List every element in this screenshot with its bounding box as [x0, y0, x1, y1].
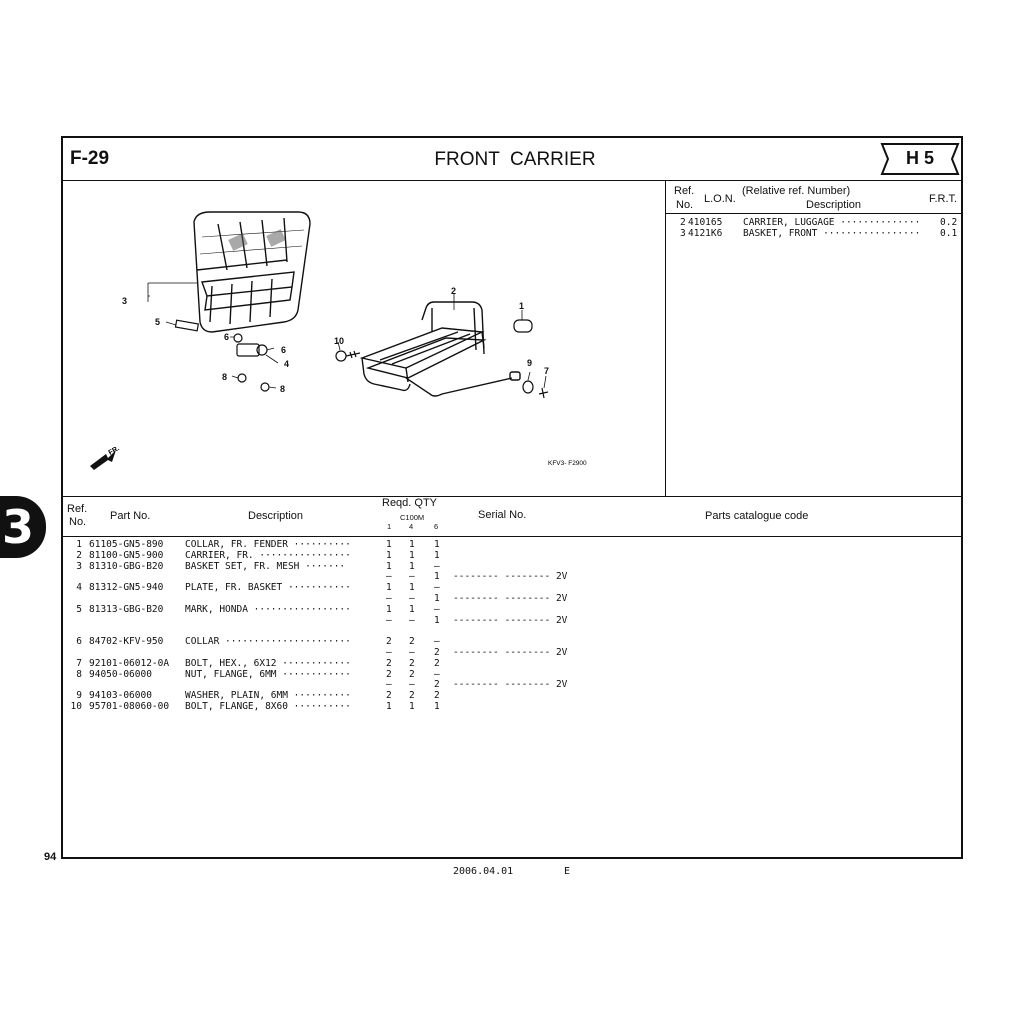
- parts-row-serial: -------- -------- 2V: [453, 571, 568, 583]
- parts-row-qty-1: 1: [386, 549, 392, 561]
- parts-row-ref: 3: [76, 560, 82, 572]
- parts-row-description: NUT, FLANGE, 6MM ············: [185, 668, 351, 680]
- parts-row-description: CARRIER, FR. ················: [185, 549, 351, 561]
- ref-row-lon: 410165: [688, 217, 723, 228]
- parts-row-description: COLLAR, FR. FENDER ··········: [185, 539, 351, 550]
- parts-header-col-6: 6: [434, 522, 439, 531]
- front-arrow-icon: [90, 445, 121, 470]
- parts-row-ref: 1: [76, 539, 82, 550]
- parts-row-qty-4: 1: [409, 603, 415, 615]
- ref-header-frt: F.R.T.: [929, 193, 958, 205]
- parts-header-serial: Serial No.: [478, 509, 527, 521]
- ref-header-relative: (Relative ref. Number): [742, 185, 851, 197]
- parts-row-qty-6: –: [434, 636, 440, 648]
- ref-header-description: Description: [806, 199, 862, 211]
- parts-row-qty-4: 1: [409, 560, 415, 572]
- page-title: FRONT CARRIER: [434, 149, 596, 170]
- exploded-parts-diagram: [62, 182, 664, 495]
- parts-row-qty-1: 2: [386, 657, 392, 669]
- parts-row-qty-4: 2: [409, 690, 415, 702]
- front-label: FR.: [107, 445, 121, 457]
- callout-7: 7: [544, 366, 550, 376]
- ref-header-no: No.: [676, 199, 694, 211]
- parts-row-qty-4: –: [409, 593, 415, 604]
- parts-row-qty-6: 2: [434, 690, 440, 702]
- callout-2: 2: [451, 286, 457, 296]
- callout-1: 1: [519, 301, 525, 311]
- parts-row-qty-1: –: [386, 679, 392, 691]
- header-divider: [61, 180, 963, 181]
- parts-row-qty-4: 1: [409, 701, 415, 712]
- section-tab: [0, 496, 46, 558]
- parts-row-qty-6: 1: [434, 549, 440, 561]
- parts-row-qty-6: 1: [434, 539, 440, 550]
- parts-row-part-no: 94050-06000: [89, 668, 152, 680]
- parts-row-qty-6: 2: [434, 647, 440, 658]
- parts-row-part-no: 94103-06000: [89, 690, 152, 702]
- parts-row-part-no: 81313-GBG-B20: [89, 603, 164, 615]
- parts-row-qty-1: –: [386, 571, 392, 583]
- parts-row-part-no: 81100-GN5-900: [89, 549, 164, 561]
- parts-row-qty-4: 1: [409, 539, 415, 550]
- ref-header-ref: Ref.: [674, 185, 695, 197]
- parts-row-part-no: 61105-GN5-890: [89, 539, 164, 550]
- parts-row-qty-6: –: [434, 603, 440, 615]
- footer-code: E: [564, 866, 571, 877]
- parts-row-qty-4: 1: [409, 549, 415, 561]
- parts-header-ref: Ref.: [67, 503, 88, 515]
- parts-header-description: Description: [248, 510, 304, 522]
- parts-row-qty-1: –: [386, 593, 392, 604]
- parts-row-qty-4: 2: [409, 657, 415, 669]
- parts-row-description: BOLT, HEX., 6X12 ············: [185, 657, 351, 669]
- carrier-drawing: [362, 302, 520, 396]
- parts-row-qty-1: 1: [386, 701, 392, 712]
- parts-row-description: BASKET SET, FR. MESH ·······: [185, 560, 346, 572]
- callout-8a: 8: [222, 372, 228, 382]
- section-badge: H 5: [905, 148, 934, 168]
- ref-row-lon: 4121K6: [688, 228, 723, 239]
- parts-header-model: C100M: [400, 513, 425, 522]
- parts-row-serial: -------- -------- 2V: [453, 593, 568, 604]
- parts-row-part-no: 81312-GN5-940: [89, 582, 164, 594]
- parts-header-reqd-qty: Reqd. QTY: [382, 497, 438, 509]
- diagram-table-divider: [665, 180, 666, 496]
- parts-row-qty-1: 2: [386, 690, 392, 702]
- parts-row-qty-6: –: [434, 582, 440, 594]
- parts-row-serial: -------- -------- 2V: [453, 679, 568, 691]
- parts-row-description: WASHER, PLAIN, 6MM ··········: [185, 690, 351, 702]
- ref-row-description: BASKET, FRONT ·················: [743, 228, 921, 239]
- parts-row-ref: 4: [76, 582, 82, 594]
- basket-drawing: [194, 212, 310, 332]
- parts-row-qty-6: –: [434, 560, 440, 572]
- parts-row-qty-4: –: [409, 614, 415, 626]
- parts-header-part-no: Part No.: [110, 510, 151, 522]
- parts-row-serial: -------- -------- 2V: [453, 614, 568, 626]
- parts-row-description: PLATE, FR. BASKET ···········: [185, 582, 351, 594]
- parts-row-description: MARK, HONDA ·················: [185, 603, 351, 615]
- parts-row-description: BOLT, FLANGE, 8X60 ··········: [185, 701, 351, 712]
- parts-row-qty-6: –: [434, 668, 440, 680]
- ref-header-lon: L.O.N.: [704, 193, 736, 205]
- parts-row-qty-1: 1: [386, 539, 392, 550]
- parts-row-serial: -------- -------- 2V: [453, 647, 568, 658]
- ref-row-ref: 3: [680, 228, 686, 239]
- diagram-code: KFV3- F2900: [548, 460, 587, 467]
- parts-row-qty-6: 2: [434, 679, 440, 691]
- footer-date: 2006.04.01: [453, 866, 514, 877]
- parts-row-qty-6: 1: [434, 614, 440, 626]
- parts-header-no: No.: [69, 516, 87, 528]
- section-tab-number: 3: [2, 500, 35, 554]
- callout-4: 4: [284, 359, 290, 369]
- parts-row-qty-1: 2: [386, 636, 392, 648]
- page-code: F-29: [70, 148, 110, 169]
- callout-9: 9: [527, 358, 533, 368]
- parts-row-part-no: 95701-08060-00: [89, 701, 170, 712]
- parts-row-qty-4: 1: [409, 582, 415, 594]
- parts-row-qty-1: –: [386, 647, 392, 658]
- parts-row-qty-1: –: [386, 614, 392, 626]
- parts-row-qty-6: 2: [434, 657, 440, 669]
- parts-row-qty-4: –: [409, 679, 415, 691]
- parts-row-ref: 2: [76, 549, 82, 561]
- parts-row-ref: 6: [76, 636, 82, 648]
- callout-10: 10: [334, 336, 345, 346]
- parts-row-part-no: 81310-GBG-B20: [89, 560, 164, 572]
- parts-row-qty-4: 2: [409, 668, 415, 680]
- parts-row-qty-1: 2: [386, 668, 392, 680]
- parts-row-ref: 10: [70, 701, 82, 712]
- parts-row-description: COLLAR ······················: [185, 636, 351, 648]
- parts-row-qty-4: 2: [409, 636, 415, 648]
- ref-row-ref: 2: [680, 217, 686, 228]
- parts-row-qty-6: 1: [434, 701, 440, 712]
- parts-row-qty-6: 1: [434, 593, 440, 604]
- callout-6a: 6: [224, 332, 230, 342]
- callout-3: 3: [122, 296, 128, 306]
- parts-row-ref: 5: [76, 603, 82, 615]
- callout-8b: 8: [280, 384, 286, 394]
- parts-header-col-1: 1: [387, 522, 392, 531]
- parts-header-catalogue: Parts catalogue code: [705, 510, 809, 522]
- parts-row-qty-1: 1: [386, 603, 392, 615]
- callout-5: 5: [155, 317, 161, 327]
- ref-table-header-divider: [666, 213, 963, 214]
- parts-row-qty-1: 1: [386, 560, 392, 572]
- page-number: 94: [44, 851, 57, 863]
- parts-row-qty-1: 1: [386, 582, 392, 594]
- parts-header-divider: [61, 536, 963, 537]
- parts-row-ref: 9: [76, 690, 82, 702]
- parts-row-ref: 7: [76, 657, 82, 669]
- ref-row-frt: 0.2: [940, 217, 958, 228]
- parts-row-qty-4: –: [409, 647, 415, 658]
- parts-row-qty-4: –: [409, 571, 415, 583]
- parts-row-part-no: 84702-KFV-950: [89, 636, 164, 648]
- ref-row-description: CARRIER, LUGGAGE ··············: [743, 217, 921, 228]
- diagram-divider: [61, 496, 963, 497]
- callout-6b: 6: [281, 345, 287, 355]
- ref-row-frt: 0.1: [940, 228, 958, 239]
- leader-lines: [148, 283, 546, 388]
- parts-row-part-no: 92101-06012-0A: [89, 657, 170, 669]
- parts-row-qty-6: 1: [434, 571, 440, 583]
- parts-header-col-4: 4: [409, 522, 414, 531]
- parts-row-ref: 8: [76, 668, 82, 680]
